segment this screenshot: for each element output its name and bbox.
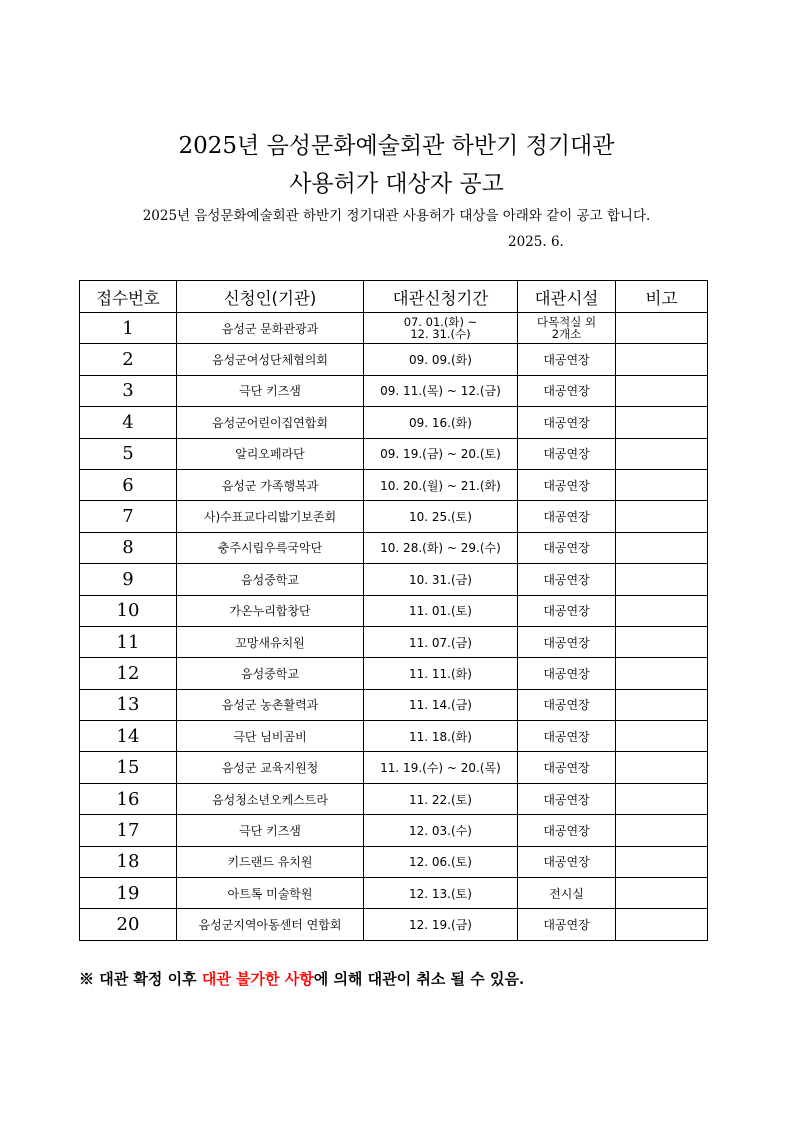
- row-period: 10. 28.(화) ~ 29.(수): [364, 532, 518, 563]
- row-facility: 대공연장: [518, 501, 616, 532]
- table-row: [80, 689, 708, 720]
- row-facility: 대공연장: [518, 532, 616, 563]
- row-number: 10: [80, 595, 177, 626]
- row-facility: 대공연장: [518, 564, 616, 595]
- table-row: [80, 438, 708, 469]
- row-period: [364, 313, 518, 344]
- row-note: [616, 375, 708, 406]
- row-facility: 대공연장: [518, 375, 616, 406]
- table-header-row: [80, 281, 708, 313]
- row-applicant: 음성중학교: [177, 564, 364, 595]
- row-period: 10. 20.(월) ~ 21.(화): [364, 469, 518, 500]
- row-number: 18: [80, 846, 177, 877]
- row-applicant: 음성군 가족행복과: [177, 469, 364, 500]
- row-facility: 전시실: [518, 878, 616, 909]
- announcement-date: 2025. 6.: [508, 234, 564, 250]
- header-facility: 대관시설: [518, 281, 616, 313]
- cancellation-notice: [79, 968, 524, 989]
- row-applicant: 아트톡 미술학원: [177, 878, 364, 909]
- row-period: 12. 19.(금): [364, 909, 518, 940]
- row-period: 11. 18.(화): [364, 721, 518, 752]
- row-facility: 대공연장: [518, 626, 616, 657]
- row-note: [616, 752, 708, 783]
- table-row: [80, 878, 708, 909]
- table-row: [80, 501, 708, 532]
- row-applicant: 음성군어린이집연합회: [177, 407, 364, 438]
- table-row: [80, 721, 708, 752]
- row-note: [616, 344, 708, 375]
- row-facility: 대공연장: [518, 344, 616, 375]
- row-note: [616, 595, 708, 626]
- row-period: 11. 11.(화): [364, 658, 518, 689]
- row-number: 13: [80, 689, 177, 720]
- row-note: [616, 469, 708, 500]
- row-number: 19: [80, 878, 177, 909]
- row-facility: 대공연장: [518, 815, 616, 846]
- table-row: [80, 783, 708, 814]
- table-row: [80, 846, 708, 877]
- table-row: [80, 313, 708, 344]
- row-applicant: 충주시립우륵국악단: [177, 532, 364, 563]
- row-period: 11. 01.(토): [364, 595, 518, 626]
- row-note: [616, 878, 708, 909]
- row-applicant: 음성군 문화관광과: [177, 313, 364, 344]
- row-applicant: 음성군 농촌활력과: [177, 689, 364, 720]
- table-row: [80, 815, 708, 846]
- header-period: 대관신청기간: [364, 281, 518, 313]
- row-period: 10. 31.(금): [364, 564, 518, 595]
- row-facility-line1: 다목적실 외: [536, 315, 597, 330]
- row-applicant: 음성청소년오케스트라: [177, 783, 364, 814]
- row-facility: 대공연장: [518, 689, 616, 720]
- table-row: [80, 375, 708, 406]
- table-row: [80, 532, 708, 563]
- row-note: [616, 626, 708, 657]
- row-applicant: 사)수표교다리밟기보존회: [177, 501, 364, 532]
- row-note: [616, 909, 708, 940]
- row-period: 11. 19.(수) ~ 20.(목): [364, 752, 518, 783]
- row-number: 8: [80, 532, 177, 563]
- row-note: [616, 721, 708, 752]
- row-note: [616, 564, 708, 595]
- row-period: 11. 14.(금): [364, 689, 518, 720]
- row-facility: [518, 313, 616, 344]
- row-period: 09. 11.(목) ~ 12.(금): [364, 375, 518, 406]
- row-facility: 대공연장: [518, 407, 616, 438]
- rental-table: [79, 280, 708, 941]
- row-note: [616, 658, 708, 689]
- row-note: [616, 407, 708, 438]
- row-facility: 대공연장: [518, 752, 616, 783]
- row-facility: 대공연장: [518, 469, 616, 500]
- row-applicant: 극단 님비곰비: [177, 721, 364, 752]
- row-number: 7: [80, 501, 177, 532]
- header-number: 접수번호: [80, 281, 177, 313]
- row-applicant: 극단 키즈샘: [177, 815, 364, 846]
- row-note: [616, 689, 708, 720]
- row-number: 11: [80, 626, 177, 657]
- notice-suffix: 에 의해 대관이 취소 될 수 있음.: [313, 970, 525, 988]
- row-number: 4: [80, 407, 177, 438]
- row-number: 5: [80, 438, 177, 469]
- row-period: 09. 19.(금) ~ 20.(토): [364, 438, 518, 469]
- row-period: 10. 25.(토): [364, 501, 518, 532]
- row-number: 12: [80, 658, 177, 689]
- table-row: [80, 658, 708, 689]
- table-row: [80, 407, 708, 438]
- row-note: [616, 438, 708, 469]
- row-period-line1: 07. 01.(화) ~: [403, 315, 478, 330]
- row-period-line2: 12. 31.(수): [410, 327, 471, 342]
- row-period: 12. 13.(토): [364, 878, 518, 909]
- row-number: 9: [80, 564, 177, 595]
- row-number: 15: [80, 752, 177, 783]
- row-note: [616, 501, 708, 532]
- row-applicant: 알리오페라단: [177, 438, 364, 469]
- row-applicant: 음성군여성단체협의회: [177, 344, 364, 375]
- table-row: [80, 469, 708, 500]
- row-applicant: 가온누리합창단: [177, 595, 364, 626]
- table-row: [80, 626, 708, 657]
- row-number: 3: [80, 375, 177, 406]
- row-facility: 대공연장: [518, 438, 616, 469]
- row-facility: 대공연장: [518, 595, 616, 626]
- row-applicant: 극단 키즈샘: [177, 375, 364, 406]
- page-title-line1: 2025년 음성문화예술회관 하반기 정기대관: [178, 133, 615, 159]
- row-period: 12. 06.(토): [364, 846, 518, 877]
- row-note: [616, 313, 708, 344]
- row-number: 6: [80, 469, 177, 500]
- row-facility: 대공연장: [518, 658, 616, 689]
- row-period: 12. 03.(수): [364, 815, 518, 846]
- row-number: 17: [80, 815, 177, 846]
- row-facility: 대공연장: [518, 721, 616, 752]
- row-period: 11. 07.(금): [364, 626, 518, 657]
- row-period: 09. 09.(화): [364, 344, 518, 375]
- page-subtitle: 2025년 음성문화예술회관 하반기 정기대관 사용허가 대상을 아래와 같이 공고 합니다.: [142, 208, 651, 224]
- row-applicant: 음성군 교육지원청: [177, 752, 364, 783]
- row-number: 1: [80, 313, 177, 344]
- row-facility: 대공연장: [518, 846, 616, 877]
- row-period: 11. 22.(토): [364, 783, 518, 814]
- row-number: 16: [80, 783, 177, 814]
- page-title-line2: 사용허가 대상자 공고: [289, 171, 504, 197]
- header-applicant: 신청인(기관): [177, 281, 364, 313]
- table-row: [80, 344, 708, 375]
- table-row: [80, 595, 708, 626]
- row-facility: 대공연장: [518, 909, 616, 940]
- row-number: 20: [80, 909, 177, 940]
- row-note: [616, 815, 708, 846]
- row-number: 2: [80, 344, 177, 375]
- notice-highlight: 대관 불가한 사항: [201, 970, 314, 988]
- row-note: [616, 846, 708, 877]
- table-row: [80, 752, 708, 783]
- row-applicant: 꼬망새유치원: [177, 626, 364, 657]
- row-applicant: 음성중학교: [177, 658, 364, 689]
- notice-prefix: ※ 대관 확정 이후: [79, 970, 202, 988]
- table-row: [80, 564, 708, 595]
- row-note: [616, 532, 708, 563]
- row-applicant: 음성군지역아동센터 연합회: [177, 909, 364, 940]
- row-facility: 대공연장: [518, 783, 616, 814]
- row-note: [616, 783, 708, 814]
- header-note: 비고: [616, 281, 708, 313]
- row-number: 14: [80, 721, 177, 752]
- row-applicant: 키드랜드 유치원: [177, 846, 364, 877]
- table-row: [80, 909, 708, 940]
- row-period: 09. 16.(화): [364, 407, 518, 438]
- row-facility-line2: 2개소: [551, 327, 582, 342]
